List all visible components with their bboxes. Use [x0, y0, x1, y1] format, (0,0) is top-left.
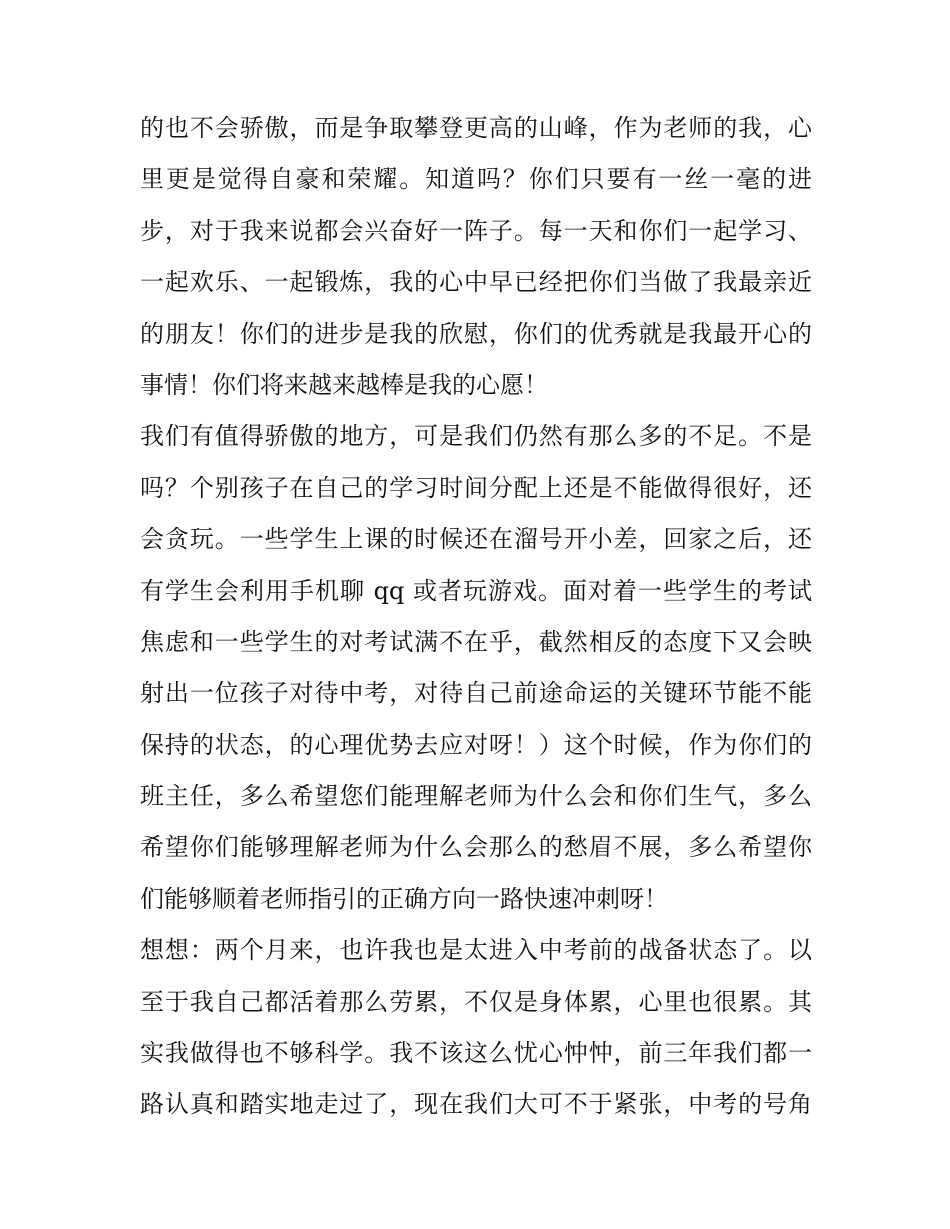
text-line: 我们有值得骄傲的地方，可是我们仍然有那么多的不足。不是	[140, 422, 812, 451]
text-line: 步，对于我来说都会兴奋好一阵子。每一天和你们一起学习、	[140, 216, 812, 245]
text-line: 会贪玩。一些学生上课的时候还在溜号开小差，回家之后，还	[140, 525, 812, 554]
text-line: 吗？个别孩子在自己的学习时间分配上还是不能做得很好，还	[140, 473, 812, 502]
text-line: 想想：两个月来，也许我也是太进入中考前的战备状态了。以	[140, 936, 812, 965]
text-line: 保持的状态，的心理优势去应对呀！）这个时候，作为你们的	[140, 730, 812, 759]
text-line: 里更是觉得自豪和荣耀。知道吗？你们只要有一丝一毫的进	[140, 165, 812, 194]
text-line: 一起欢乐、一起锻炼，我的心中早已经把你们当做了我最亲近	[140, 268, 812, 297]
text-line: 有学生会利用手机聊 qq 或者玩游戏。面对着一些学生的考试	[140, 576, 812, 605]
paragraph-1	[140, 103, 812, 411]
text-line: 的朋友！你们的进步是我的欣慰，你们的优秀就是我最开心的	[140, 319, 812, 348]
text-line: 的也不会骄傲，而是争取攀登更高的山峰，作为老师的我，心	[140, 114, 812, 142]
paragraph-2	[140, 411, 812, 925]
text-line-last: 事情！你们将来越来越棒是我的心愿！	[140, 370, 548, 399]
text-line: 实我做得也不够科学。我不该这么忧心忡忡，前三年我们都一	[140, 1039, 812, 1068]
text-line: 希望你们能够理解老师为什么会那么的愁眉不展，多么希望你	[140, 833, 812, 862]
text-line: 班主任，多么希望您们能理解老师为什么会和你们生气，多么	[140, 782, 812, 811]
paragraph-3	[140, 925, 812, 1131]
text-line: 至于我自己都活着那么劳累，不仅是身体累，心里也很累。其	[140, 987, 812, 1016]
document-body	[140, 103, 812, 1131]
text-line: 射出一位孩子对待中考，对待自己前途命运的关键环节能不能	[140, 679, 812, 708]
text-line: 焦虑和一些学生的对考试满不在乎，截然相反的态度下又会映	[140, 627, 812, 656]
text-line: 路认真和踏实地走过了，现在我们大可不于紧张，中考的号角	[140, 1090, 812, 1119]
text-line-last: 们能够顺着老师指引的正确方向一路快速冲刺呀！	[140, 884, 668, 913]
